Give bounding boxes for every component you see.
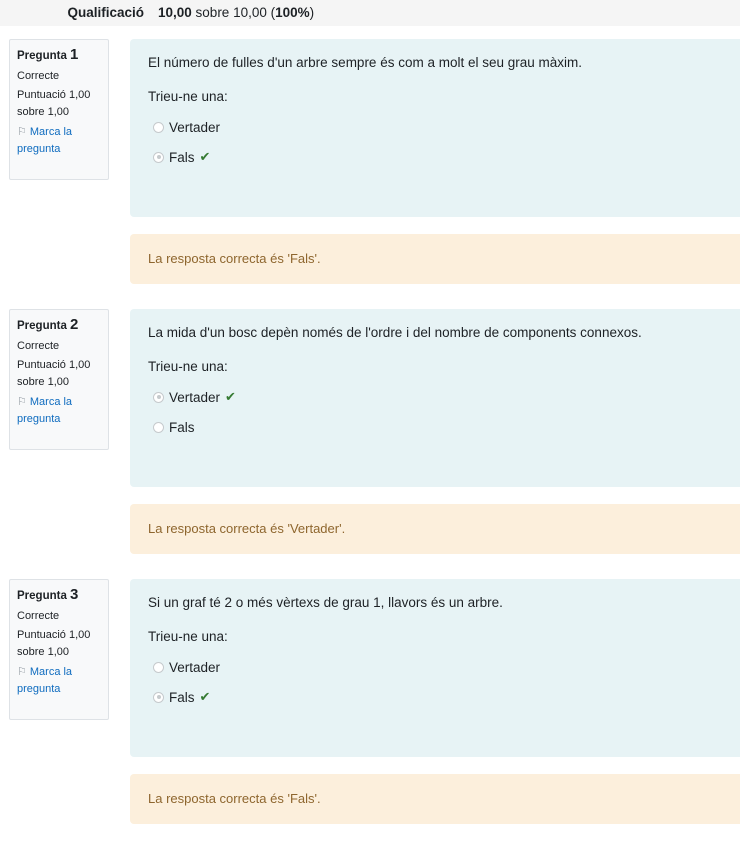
answer-options xyxy=(148,382,722,442)
question-number-value: 3 xyxy=(70,586,79,603)
question-label: Pregunta xyxy=(17,590,67,602)
question-number xyxy=(17,47,101,64)
question-info xyxy=(9,579,109,720)
radio-button[interactable] xyxy=(153,662,164,673)
question-text: La mida d'un bosc depèn només de l'ordre i del nombre de components connexos. xyxy=(148,325,642,340)
answer-option-label: Fals xyxy=(169,149,195,165)
answer-option-label: Fals xyxy=(169,689,195,705)
check-icon: ✔ xyxy=(199,689,211,704)
right-answer-feedback: La resposta correcta és 'Fals'. xyxy=(130,774,740,824)
flag-question-link[interactable] xyxy=(17,664,101,698)
question-formulation xyxy=(130,39,740,217)
flag-icon: ⚐ xyxy=(17,666,27,678)
radio-button[interactable] xyxy=(153,422,164,433)
question-text: El número de fulles d'un arbre sempre és com a molt el seu grau màxim. xyxy=(148,55,583,70)
flag-question-label: Marca la pregunta xyxy=(17,396,73,425)
answer-option-label: Vertader xyxy=(169,389,221,405)
grade-percent: 100% xyxy=(275,5,310,20)
question-formulation xyxy=(130,309,740,487)
question-info xyxy=(9,309,109,450)
right-answer-feedback: La resposta correcta és 'Vertader'. xyxy=(130,504,740,554)
answer-option-label: Fals xyxy=(169,419,195,435)
flag-question-link[interactable] xyxy=(17,124,101,158)
answer-prompt: Trieu-ne una: xyxy=(148,629,228,644)
question-text: Si un graf té 2 o més vèrtexs de grau 1, llavors és un arbre. xyxy=(148,595,503,610)
radio-button-selected[interactable] xyxy=(153,392,164,403)
question-info xyxy=(9,39,109,180)
check-icon: ✔ xyxy=(199,149,211,164)
question-number-value: 1 xyxy=(70,46,79,63)
flag-icon: ⚐ xyxy=(17,126,27,138)
flag-question-link[interactable] xyxy=(17,394,101,428)
question-state: Correcte xyxy=(17,340,60,352)
question-label: Pregunta xyxy=(17,50,67,62)
grade-close-paren: ) xyxy=(309,5,315,20)
answer-options xyxy=(148,112,722,172)
answer-prompt: Trieu-ne una: xyxy=(148,359,228,374)
answer-option[interactable] xyxy=(148,382,722,412)
grade-value: 10,00 xyxy=(158,5,192,20)
answer-option[interactable] xyxy=(148,652,722,682)
right-answer-feedback: La resposta correcta és 'Fals'. xyxy=(130,234,740,284)
question-state: Correcte xyxy=(17,70,60,82)
question-state: Correcte xyxy=(17,610,60,622)
question-formulation xyxy=(130,579,740,757)
answer-option-label: Vertader xyxy=(169,659,221,675)
answer-option[interactable] xyxy=(148,142,722,172)
radio-button[interactable] xyxy=(153,122,164,133)
question-grade: Puntuació 1,00 sobre 1,00 xyxy=(17,89,91,118)
question-number xyxy=(17,317,101,334)
answer-options xyxy=(148,652,722,712)
answer-option[interactable] xyxy=(148,412,722,442)
check-icon: ✔ xyxy=(225,389,236,404)
flag-question-label: Marca la pregunta xyxy=(17,666,73,695)
flag-icon: ⚐ xyxy=(17,396,27,408)
grade-summary-value xyxy=(158,0,314,26)
question-label: Pregunta xyxy=(17,320,67,332)
answer-option-label: Vertader xyxy=(169,119,221,135)
radio-button-selected[interactable] xyxy=(153,692,164,703)
question-grade: Puntuació 1,00 sobre 1,00 xyxy=(17,629,91,658)
flag-question-label: Marca la pregunta xyxy=(17,126,73,155)
answer-prompt: Trieu-ne una: xyxy=(148,89,228,104)
grade-summary-row xyxy=(0,0,740,26)
question-number xyxy=(17,587,101,604)
answer-option[interactable] xyxy=(148,112,722,142)
grade-out-of: sobre 10,00 ( xyxy=(191,5,276,20)
question-grade: Puntuació 1,00 sobre 1,00 xyxy=(17,359,91,388)
answer-option[interactable] xyxy=(148,682,722,712)
grade-summary-label: Qualificació xyxy=(67,5,144,20)
question-number-value: 2 xyxy=(70,316,79,333)
radio-button-selected[interactable] xyxy=(153,152,164,163)
